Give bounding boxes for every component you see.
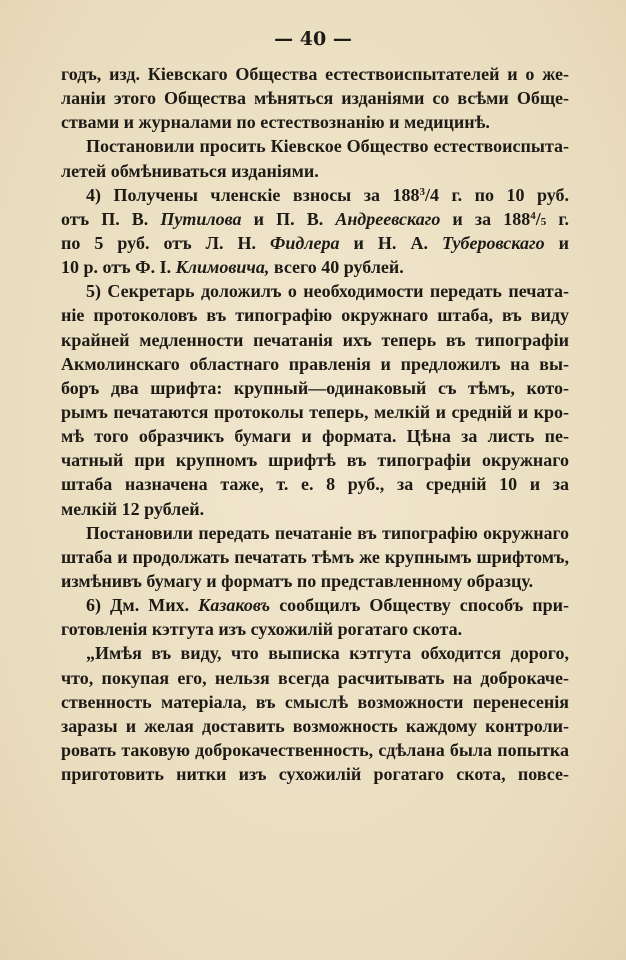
text-line: заразы и желая доставить возможность каждому контроли-: [61, 715, 569, 736]
person-name: Путилова: [160, 208, 242, 229]
text-line: „Имѣя въ виду, что выписка кэтгута обходится дорого,: [86, 643, 569, 664]
text-fragment: всего 40 рублей.: [269, 257, 404, 278]
text-fragment: и за 188: [440, 208, 531, 229]
text-line-dues: [61, 231, 569, 255]
person-name: Туберовскаго: [441, 232, 545, 253]
text-line: ровать таковую доброкачественность, сдѣлана была попытка: [61, 739, 569, 760]
text-fragment: по 5 руб. отъ Л. Н.: [61, 232, 271, 253]
person-name: Климовича,: [175, 257, 270, 278]
text-fragment: и П. В.: [241, 208, 336, 229]
text-line: рымъ печатаются протоколы теперь, мелкій и средній и кро-: [61, 401, 569, 422]
text-line: Постановили просить Кіевское Общество естествоиспыта-: [86, 136, 569, 157]
text-line-dues: [61, 183, 569, 207]
fraction-denominator: 5: [540, 215, 547, 228]
text-line: штаба и продолжать печатать тѣмъ же крупнымъ шрифтомъ,: [61, 546, 569, 567]
text-line-dues: [61, 207, 569, 231]
text-line: мелкій 12 рублей.: [61, 498, 205, 519]
text-fragment: отъ П. В.: [61, 208, 161, 229]
text-line: ственность матеріала, въ смыслѣ возможности перенесенія: [61, 691, 569, 712]
text-line: ствами и журналами по естествознанію и медицинѣ.: [61, 112, 490, 133]
text-line-kazakov: [61, 593, 569, 617]
text-fragment: 6) Дм. Мих.: [86, 595, 199, 616]
text-line: готовленія кэтгута изъ сухожилій рогатаго скота.: [61, 619, 463, 640]
text-line: боръ два шрифта: крупный—одинаковый съ тѣмъ, кото-: [61, 377, 569, 398]
person-name: Казаковъ: [198, 595, 271, 616]
text-line: приготовить нитки изъ сухожилій рогатаго скота, повсе-: [61, 764, 569, 785]
text-line: летей обмѣниваться изданіями.: [61, 160, 319, 181]
fraction-slash: /: [535, 208, 541, 229]
text-fragment: 10 р. отъ Ф. І.: [61, 257, 176, 278]
text-line: ніе протоколовъ въ типографію окружнаго штаба, въ виду: [61, 305, 569, 326]
text-line: ланіи этого Общества мѣняться изданіями со всѣми Обще-: [61, 88, 569, 109]
text-line: мѣ того образчикъ бумаги и формата. Цѣна за листь пе-: [61, 426, 569, 447]
text-fragment: /4 г. по 10 руб.: [424, 184, 569, 205]
person-name: Фидлера: [270, 232, 340, 253]
person-name: Андреевскаго: [335, 208, 441, 229]
page-number: — 40 —: [274, 28, 352, 50]
text-fragment: и Н. А.: [339, 232, 442, 253]
fraction-numerator: 4: [530, 209, 536, 222]
text-fragment: г.: [546, 208, 569, 229]
text-line: годъ, изд. Кіевскаго Общества естествоиспытателей и о же-: [61, 64, 569, 84]
fraction-numerator: 3: [419, 185, 425, 198]
text-line: штаба назначена таже, т. е. 8 руб., за средній 10 и за: [61, 474, 569, 495]
page-body-text: [61, 62, 569, 786]
text-line: что, покупая его, нельзя всегда расчитывать на доброкаче-: [61, 667, 569, 688]
text-fragment: сообщилъ Обществу способъ при-: [270, 595, 569, 616]
text-line: 5) Секретарь доложилъ о необходимости передать печата-: [86, 281, 569, 302]
text-line: Постановили передать печатаніе въ типографію окружнаго: [86, 522, 569, 543]
text-line: Акмолинскаго областнаго правленія и предложилъ на вы-: [61, 353, 569, 374]
text-line: чатный при крупномъ шрифтѣ въ типографіи окружнаго: [61, 450, 569, 471]
text-line: крайней медленности печатанія ихъ теперь въ типографіи: [61, 329, 569, 350]
text-line-dues: [61, 255, 569, 279]
text-fragment: 4) Получены членскіе взносы за 188: [86, 184, 420, 205]
text-line: измѣнивъ бумагу и форматъ по представленному образцу.: [61, 570, 534, 591]
text-fragment: и: [544, 232, 570, 253]
